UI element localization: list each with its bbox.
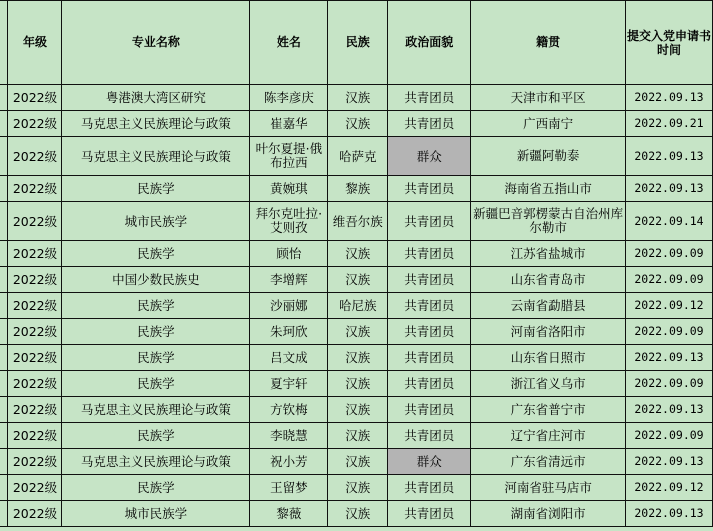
cell-major[interactable]: 民族学 [62,475,250,501]
truncated-cell [0,202,8,241]
cell-date[interactable]: 2022.09.09 [625,371,712,397]
cell-date[interactable]: 2022.09.09 [625,423,712,449]
cell-major[interactable]: 民族学 [62,241,250,267]
cell-ethnicity[interactable]: 黎族 [328,176,388,202]
cell-ethnicity[interactable]: 哈萨克 [328,137,388,176]
cell-ethnicity[interactable]: 汉族 [328,345,388,371]
cell-political[interactable]: 共青团员 [388,267,471,293]
table-row [0,111,713,137]
cell-ethnicity[interactable]: 汉族 [328,371,388,397]
cell-date[interactable]: 2022.09.13 [625,137,712,176]
cell-political[interactable]: 共青团员 [388,241,471,267]
cell-date[interactable]: 2022.09.09 [625,319,712,345]
truncated-cell [0,111,8,137]
cell-grade[interactable]: 2022级 [8,371,62,397]
cell-major[interactable]: 城市民族学 [62,202,250,241]
cell-political[interactable]: 共青团员 [388,475,471,501]
table-row [0,319,713,345]
cell-major[interactable]: 民族学 [62,176,250,202]
header-name[interactable]: 姓名 [250,1,328,85]
table-row [0,202,713,241]
cell-ethnicity[interactable]: 汉族 [328,449,388,475]
cell-date[interactable]: 2022.09.09 [625,267,712,293]
cell-hometown[interactable]: 江苏省盐城市 [471,241,626,267]
table-row [0,85,713,111]
header-major[interactable]: 专业名称 [62,1,250,85]
cell-date[interactable]: 2022.09.13 [625,176,712,202]
truncated-cell [0,449,8,475]
cell-name[interactable]: 李增辉 [250,267,328,293]
cell-ethnicity[interactable]: 汉族 [328,111,388,137]
table-row [0,267,713,293]
table-row [0,449,713,475]
cell-ethnicity[interactable]: 哈尼族 [328,293,388,319]
cell-political[interactable]: 共青团员 [388,423,471,449]
cell-hometown[interactable]: 广东省清远市 [471,449,626,475]
cell-name[interactable]: 沙丽娜 [250,293,328,319]
truncated-cell [0,501,8,527]
cell-major[interactable]: 民族学 [62,319,250,345]
cell-hometown[interactable]: 山东省青岛市 [471,267,626,293]
cell-grade[interactable]: 2022级 [8,202,62,241]
cell-political[interactable]: 共青团员 [388,501,471,527]
table-row [0,475,713,501]
header-political[interactable]: 政治面貌 [388,1,471,85]
cell-hometown[interactable]: 新疆巴音郭楞蒙古自治州库尔勒市 [471,202,626,241]
cell-grade[interactable]: 2022级 [8,241,62,267]
truncated-cell [0,293,8,319]
cell-name[interactable]: 崔嘉华 [250,111,328,137]
cell-date[interactable]: 2022.09.13 [625,397,712,423]
truncated-cell [0,371,8,397]
cell-grade[interactable]: 2022级 [8,345,62,371]
header-hometown[interactable]: 籍贯 [471,1,626,85]
cell-hometown[interactable]: 河南省洛阳市 [471,319,626,345]
cell-name[interactable]: 祝小芳 [250,449,328,475]
cell-grade[interactable]: 2022级 [8,111,62,137]
cell-name[interactable]: 黄婉琪 [250,176,328,202]
cell-date[interactable]: 2022.09.13 [625,85,712,111]
cell-name[interactable]: 陈李彦庆 [250,85,328,111]
cell-major[interactable]: 马克思主义民族理论与政策 [62,397,250,423]
cell-political[interactable]: 群众 [388,137,471,176]
truncated-cell [0,423,8,449]
cell-grade[interactable]: 2022级 [8,267,62,293]
cell-political[interactable]: 共青团员 [388,202,471,241]
header-date[interactable]: 提交入党申请书时间 [625,1,712,85]
table-row [0,137,713,176]
cell-major[interactable]: 粤港澳大湾区研究 [62,85,250,111]
truncated-cell [0,1,8,85]
cell-political[interactable]: 共青团员 [388,111,471,137]
cell-ethnicity[interactable]: 汉族 [328,85,388,111]
header-ethnicity[interactable]: 民族 [328,1,388,85]
cell-name[interactable]: 顾怡 [250,241,328,267]
cell-grade[interactable]: 2022级 [8,293,62,319]
cell-name[interactable]: 叶尔夏提·俄布拉西 [250,137,328,176]
table-row [0,371,713,397]
cell-hometown[interactable]: 湖南省浏阳市 [471,501,626,527]
cell-political[interactable]: 共青团员 [388,293,471,319]
cell-political[interactable]: 共青团员 [388,85,471,111]
cell-name[interactable]: 李晓慧 [250,423,328,449]
truncated-cell [0,241,8,267]
cell-major[interactable]: 民族学 [62,293,250,319]
cell-major[interactable]: 民族学 [62,371,250,397]
cell-date[interactable]: 2022.09.13 [625,345,712,371]
cell-grade[interactable]: 2022级 [8,397,62,423]
cell-ethnicity[interactable]: 汉族 [328,475,388,501]
table-row [0,241,713,267]
cell-political[interactable]: 共青团员 [388,397,471,423]
cell-grade[interactable]: 2022级 [8,423,62,449]
cell-ethnicity[interactable]: 汉族 [328,267,388,293]
cell-major[interactable]: 马克思主义民族理论与政策 [62,111,250,137]
cell-grade[interactable]: 2022级 [8,319,62,345]
cell-name[interactable]: 吕文成 [250,345,328,371]
table-row [0,176,713,202]
cell-grade[interactable]: 2022级 [8,137,62,176]
cell-name[interactable]: 朱珂欣 [250,319,328,345]
cell-date[interactable]: 2022.09.14 [625,202,712,241]
cell-political[interactable]: 共青团员 [388,345,471,371]
cell-hometown[interactable]: 浙江省义乌市 [471,371,626,397]
truncated-cell [0,267,8,293]
cell-major[interactable]: 马克思主义民族理论与政策 [62,449,250,475]
truncated-cell [0,475,8,501]
cell-major[interactable]: 民族学 [62,423,250,449]
cell-ethnicity[interactable]: 汉族 [328,241,388,267]
cell-major[interactable]: 中国少数民族史 [62,267,250,293]
truncated-cell [0,319,8,345]
truncated-cell [0,176,8,202]
cell-grade[interactable]: 2022级 [8,475,62,501]
cell-political[interactable]: 共青团员 [388,319,471,345]
cell-name[interactable]: 王留梦 [250,475,328,501]
cell-hometown[interactable]: 山东省日照市 [471,345,626,371]
truncated-cell [0,85,8,111]
table-row [0,501,713,527]
cell-hometown[interactable]: 海南省五指山市 [471,176,626,202]
header-grade[interactable]: 年级 [8,1,62,85]
cell-ethnicity[interactable]: 汉族 [328,423,388,449]
cell-grade[interactable]: 2022级 [8,501,62,527]
cell-grade[interactable]: 2022级 [8,449,62,475]
cell-ethnicity[interactable]: 汉族 [328,397,388,423]
cell-hometown[interactable]: 云南省勐腊县 [471,293,626,319]
cell-political[interactable]: 群众 [388,449,471,475]
cell-ethnicity[interactable]: 汉族 [328,501,388,527]
cell-date[interactable]: 2022.09.09 [625,241,712,267]
cell-name[interactable]: 方钦梅 [250,397,328,423]
cell-hometown[interactable]: 天津市和平区 [471,85,626,111]
cell-political[interactable]: 共青团员 [388,176,471,202]
table-row [0,293,713,319]
cell-date[interactable]: 2022.09.13 [625,501,712,527]
truncated-cell [0,397,8,423]
cell-date[interactable]: 2022.09.21 [625,111,712,137]
cell-political[interactable]: 共青团员 [388,371,471,397]
cell-ethnicity[interactable]: 汉族 [328,319,388,345]
cell-hometown[interactable]: 辽宁省庄河市 [471,423,626,449]
header-row [0,1,713,85]
cell-date[interactable]: 2022.09.12 [625,293,712,319]
cell-major[interactable]: 马克思主义民族理论与政策 [62,137,250,176]
truncated-cell [0,345,8,371]
cell-hometown[interactable]: 新疆阿勒泰 [471,137,626,176]
cell-grade[interactable]: 2022级 [8,85,62,111]
cell-hometown[interactable]: 河南省驻马店市 [471,475,626,501]
cell-major[interactable]: 民族学 [62,345,250,371]
cell-major[interactable]: 城市民族学 [62,501,250,527]
table-row [0,345,713,371]
cell-ethnicity[interactable]: 维吾尔族 [328,202,388,241]
cell-date[interactable]: 2022.09.13 [625,449,712,475]
cell-grade[interactable]: 2022级 [8,176,62,202]
truncated-cell [0,137,8,176]
cell-hometown[interactable]: 广东省普宁市 [471,397,626,423]
table-row [0,423,713,449]
table-row [0,397,713,423]
cell-date[interactable]: 2022.09.12 [625,475,712,501]
cell-name[interactable]: 黎薇 [250,501,328,527]
cell-name[interactable]: 拜尔克吐拉·艾则孜 [250,202,328,241]
cell-name[interactable]: 夏宇轩 [250,371,328,397]
cell-hometown[interactable]: 广西南宁 [471,111,626,137]
